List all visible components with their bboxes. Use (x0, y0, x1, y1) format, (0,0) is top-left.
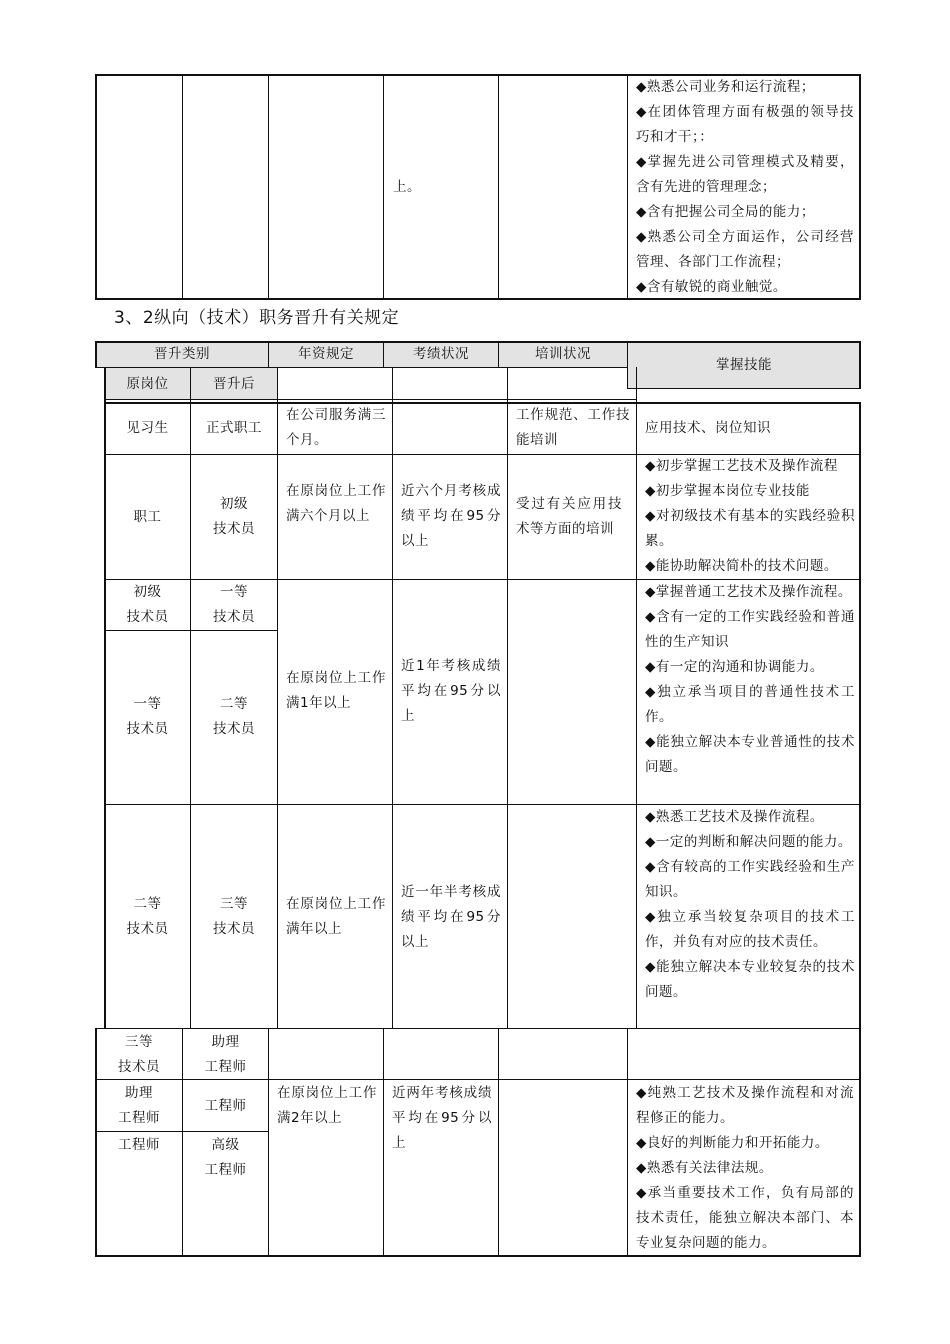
skill-item: ◆良好的判断能力和开拓能力。 (636, 1135, 829, 1151)
row2-performance: 近六个月考核成绩平均在95分以上 (401, 483, 501, 549)
row2-skills (645, 454, 855, 579)
top-skill-item: ◆熟悉公司业务和运行流程； (636, 79, 815, 95)
header-original: 原岗位 (126, 376, 169, 392)
header-skills: 掌握技能 (716, 357, 772, 373)
row4-skills (645, 805, 855, 1005)
row2-from: 职工 (133, 509, 162, 525)
skill-item: ◆一定的判断和解决问题的能力。 (645, 834, 852, 850)
top-skill-item: ◆熟悉公司全方面运作，公司经营管理、各部门工作流程； (636, 229, 854, 270)
row6-skills (636, 1081, 854, 1256)
row3-performance: 近1年考核成绩平均在95分以上 (401, 658, 501, 724)
skill-item: ◆熟悉有关法律法规。 (636, 1160, 773, 1176)
row1-seniority: 在公司服务满三个月。 (286, 407, 386, 448)
top-table-col4-text: 上。 (393, 179, 421, 195)
header-category: 晋升类别 (154, 346, 210, 362)
row3b-to: 二等 技术员 (213, 696, 255, 737)
row1-to: 正式职工 (206, 420, 262, 436)
skill-item: ◆初步掌握本岗位专业技能 (645, 483, 810, 499)
row2-to: 初级 技术员 (213, 496, 255, 537)
row4-from: 二等 技术员 (126, 896, 169, 937)
top-skill-item: ◆在团体管理方面有极强的领导技巧和才干；： (636, 104, 854, 145)
row3a-to: 一等 技术员 (213, 584, 255, 625)
row1-skills: 应用技术、岗位知识 (645, 420, 771, 436)
skill-item: ◆独立承当项目的普通性技术工作。 (645, 684, 855, 725)
row6-performance: 近两年考核成绩平均在95分以上 (392, 1085, 492, 1151)
header-seniority: 年资规定 (298, 346, 354, 362)
skill-item: ◆掌握普通工艺技术及操作流程。 (645, 584, 852, 600)
row5-to: 助理 工程师 (204, 1034, 247, 1075)
row6a-to: 工程师 (204, 1098, 247, 1114)
row2-training: 受过有关应用技术等方面的培训 (516, 496, 622, 537)
skill-item: ◆含有一定的工作实践经验和普通性的生产知识 (645, 609, 855, 650)
row6-seniority: 在原岗位上工作满2年以上 (277, 1085, 377, 1126)
row2-seniority: 在原岗位上工作满六个月以上 (286, 483, 386, 524)
skill-item: ◆有一定的沟通和协调能力。 (645, 659, 824, 675)
row3a-from: 初级 技术员 (126, 584, 169, 625)
skill-item: ◆纯熟工艺技术及操作流程和对流程修正的能力。 (636, 1085, 854, 1126)
skill-item: ◆熟悉工艺技术及操作流程。 (645, 809, 824, 825)
top-skill-item: ◆含有敏锐的商业触觉。 (636, 279, 787, 295)
row4-to: 三等 技术员 (213, 896, 255, 937)
top-skill-item: ◆含有把握公司全局的能力； (636, 204, 815, 220)
row6b-from: 工程师 (118, 1137, 160, 1153)
row6a-from: 助理 工程师 (118, 1085, 160, 1126)
skill-item: ◆承当重要技术工作，负有局部的技术责任，能独立解决本部门、本专业复杂问题的能力。 (636, 1185, 854, 1251)
row1-from: 见习生 (126, 420, 169, 436)
row3-skills (645, 580, 855, 780)
header-promoted: 晋升后 (213, 376, 255, 392)
row3-seniority: 在原岗位上工作满1年以上 (286, 670, 386, 711)
top-skill-item: ◆掌握先进公司管理模式及精要，含有先进的管理理念； (636, 154, 854, 195)
header-training: 培训状况 (535, 346, 591, 362)
skill-item: ◆能协助解决简朴的技术问题。 (645, 558, 838, 574)
row4-seniority: 在原岗位上工作满年以上 (286, 896, 386, 937)
skill-item: ◆初步掌握工艺技术及操作流程 (645, 458, 838, 474)
header-performance: 考绩状况 (413, 346, 469, 362)
row4-performance: 近一年半考核成绩平均在95分以上 (401, 884, 501, 950)
section-title: 3、2纵向（技术）职务晋升有关规定 (114, 308, 400, 328)
skill-item: ◆能独立解决本专业普通性的技术问题。 (645, 734, 855, 775)
skill-item: ◆能独立解决本专业较复杂的技术问题。 (645, 959, 855, 1000)
skill-item: ◆对初级技术有基本的实践经验积累。 (645, 508, 855, 549)
row1-training: 工作规范、工作技能培训 (516, 407, 630, 448)
row6b-to: 高级 工程师 (204, 1137, 247, 1178)
row5-from: 三等 技术员 (118, 1034, 160, 1075)
top-table-skills (636, 75, 854, 300)
row3b-from: 一等 技术员 (126, 696, 169, 737)
skill-item: ◆独立承当较复杂项目的技术工作，并负有对应的技术责任。 (645, 909, 855, 950)
skill-item: ◆含有较高的工作实践经验和生产知识。 (645, 859, 855, 900)
